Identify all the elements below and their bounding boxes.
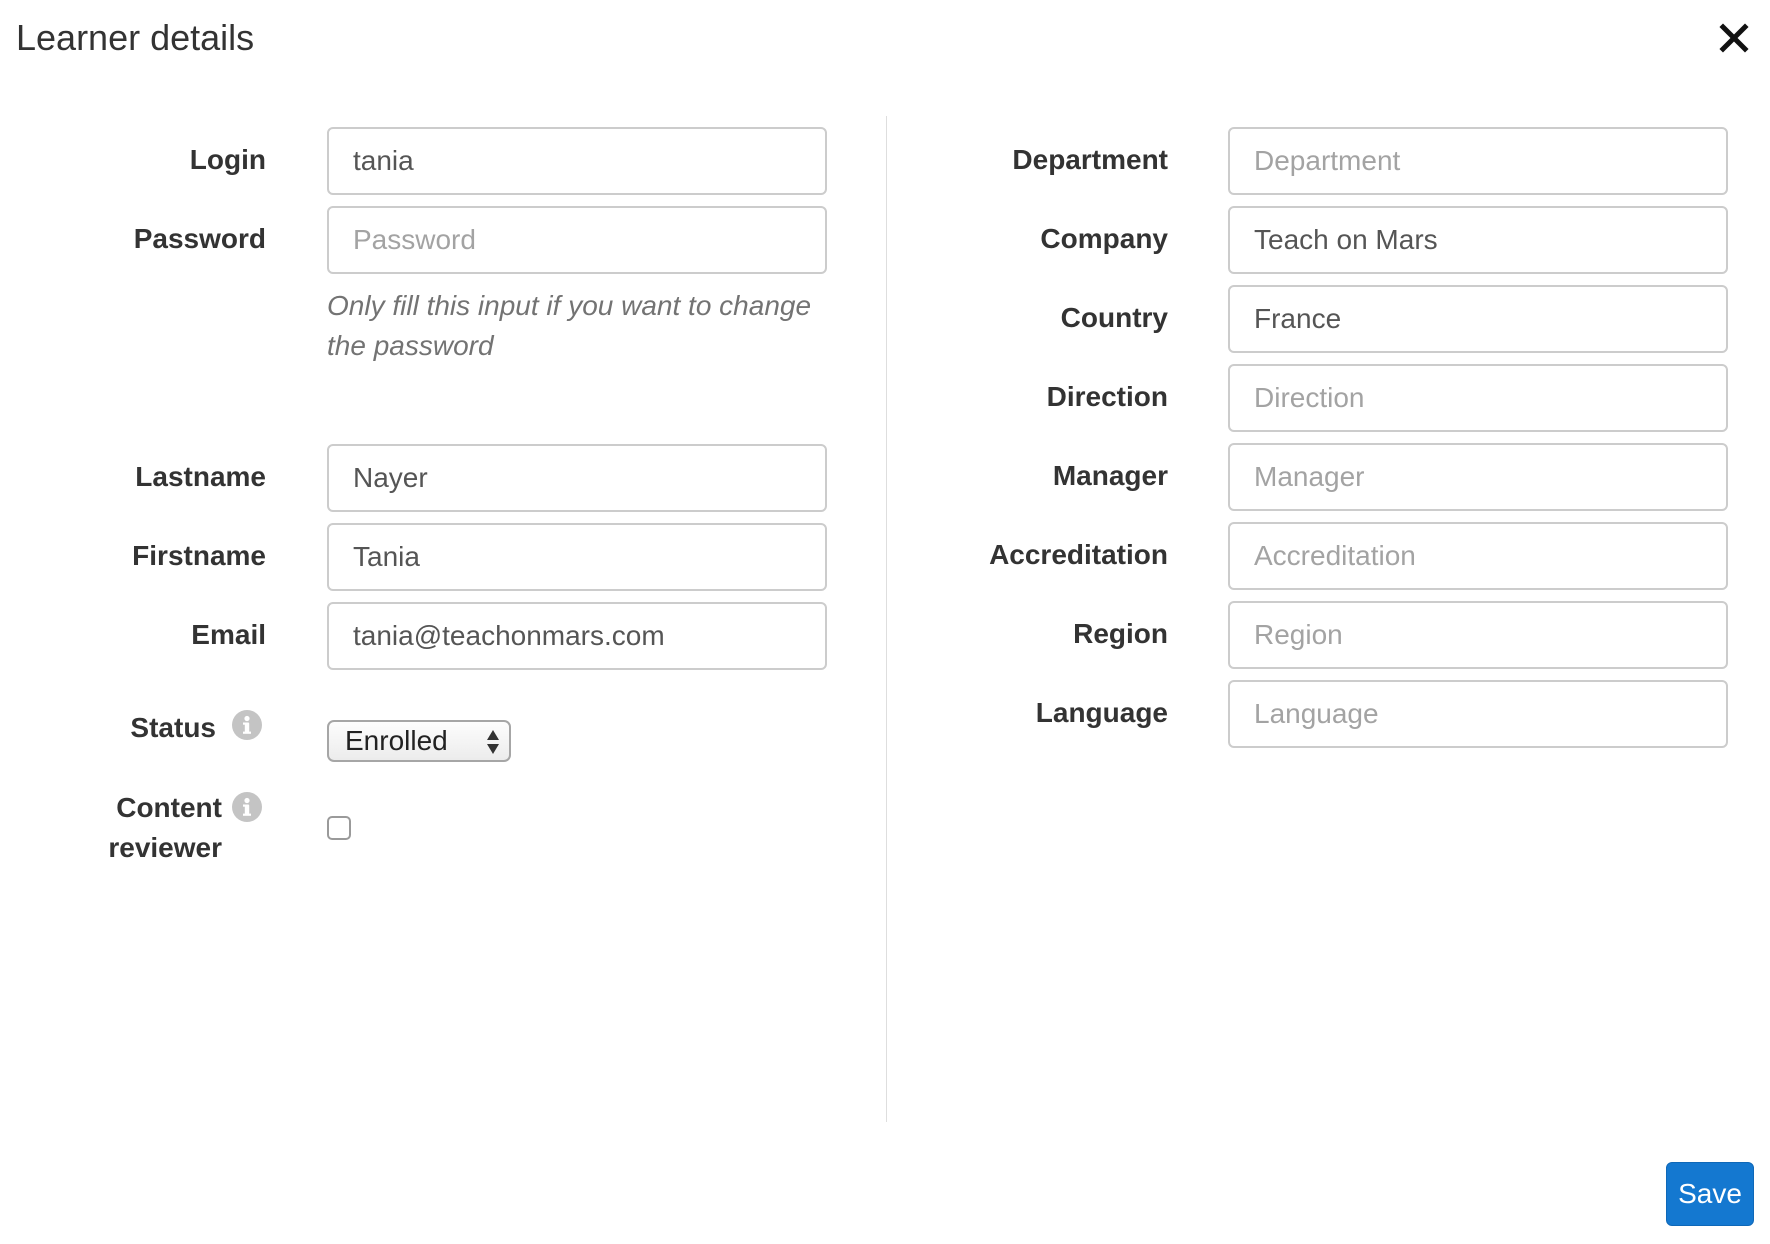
accreditation-label: Accreditation <box>989 539 1168 570</box>
direction-label: Direction <box>1046 381 1168 412</box>
country-label: Country <box>1060 302 1168 333</box>
lastname-label: Lastname <box>135 461 266 492</box>
status-label: Status <box>130 712 216 743</box>
content-reviewer-label-line1: Content <box>116 792 222 823</box>
content-reviewer-label-line2: reviewer <box>108 832 222 863</box>
department-input[interactable] <box>1228 127 1728 195</box>
password-input[interactable] <box>327 206 827 274</box>
modal-title: Learner details <box>16 17 255 58</box>
firstname-input[interactable] <box>327 523 827 591</box>
manager-input[interactable] <box>1228 443 1728 511</box>
email-label: Email <box>191 619 266 650</box>
accreditation-input[interactable] <box>1228 522 1728 590</box>
language-label: Language <box>1035 697 1168 728</box>
column-divider <box>886 116 887 1122</box>
password-label: Password <box>133 223 266 254</box>
company-label: Company <box>1040 223 1168 254</box>
content-reviewer-checkbox[interactable] <box>327 816 351 840</box>
region-input[interactable] <box>1228 601 1728 669</box>
email-input[interactable] <box>327 602 827 670</box>
content-reviewer-info-icon[interactable] <box>232 792 262 822</box>
direction-input[interactable] <box>1228 364 1728 432</box>
status-select-value: Enrolled <box>345 725 448 756</box>
status-select[interactable] <box>327 720 511 762</box>
close-button[interactable] <box>1714 18 1754 58</box>
close-icon <box>1714 18 1754 58</box>
region-label: Region <box>1073 618 1168 649</box>
login-input[interactable] <box>327 127 827 195</box>
country-input[interactable] <box>1228 285 1728 353</box>
lastname-input[interactable] <box>327 444 827 512</box>
save-button[interactable]: Save <box>1666 1162 1754 1226</box>
password-help-text: Only fill this input if you want to change the password <box>327 290 812 361</box>
department-label: Department <box>1012 144 1168 175</box>
company-input[interactable] <box>1228 206 1728 274</box>
firstname-label: Firstname <box>132 540 266 571</box>
status-info-icon[interactable] <box>232 710 262 740</box>
language-input[interactable] <box>1228 680 1728 748</box>
login-label: Login <box>189 144 266 175</box>
manager-label: Manager <box>1052 460 1168 491</box>
select-arrows-icon <box>485 727 501 757</box>
